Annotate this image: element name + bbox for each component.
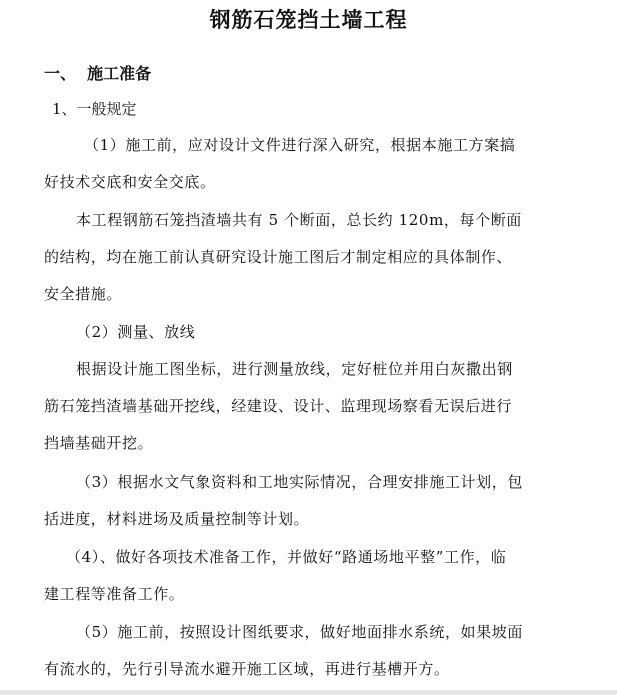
paragraph-line: （5）施工前，按照设计图纸要求，做好地面排水系统，如果坡面	[76, 623, 523, 641]
paragraph-line: （1）施工前，应对设计文件进行深入研究，根据本施工方案搞	[84, 136, 516, 154]
page-bottom-edge	[0, 690, 617, 695]
paragraph-line: 挡墙基础开挖。	[44, 434, 154, 452]
paragraph-line: （3）根据水文气象资料和工地实际情况，合理安排施工计划，包	[76, 473, 523, 491]
section-number: 一、	[44, 64, 77, 83]
paragraph-line: 根据设计施工图坐标，进行测量放线，定好桩位并用白灰撒出钢	[76, 360, 513, 378]
paragraph-line: 安全措施。	[44, 285, 123, 303]
paragraph-line: 建工程等准备工作。	[44, 585, 185, 603]
paragraph-line: 的结构，均在施工前认真研究设计施工图后才制定相应的具体制作、	[44, 248, 513, 266]
paragraph-line: 有流水的，先行引导流水避开施工区域，再进行基槽开方。	[44, 660, 450, 678]
subsection-heading: 1、一般规定	[52, 100, 137, 118]
paragraph-line: 本工程钢筋石笼挡渣墙共有 5 个断面，总长约 120m，每个断面	[76, 211, 522, 229]
document-title: 钢筋石笼挡土墙工程	[209, 8, 408, 32]
paragraph-line: 括进度，材料进场及质量控制等计划。	[44, 510, 310, 528]
paragraph-line: 筋石笼挡渣墙基础开挖线，经建设、设计、监理现场察看无误后进行	[44, 397, 513, 415]
section-heading	[44, 62, 151, 86]
section-title: 施工准备	[87, 64, 152, 83]
paragraph-line: 好技术交底和安全交底。	[44, 173, 216, 191]
paragraph-line: （2）测量、放线	[76, 323, 196, 341]
paragraph-line: （4）、做好各项技术准备工作，并做好“路通场地平整”工作，临	[66, 548, 507, 566]
